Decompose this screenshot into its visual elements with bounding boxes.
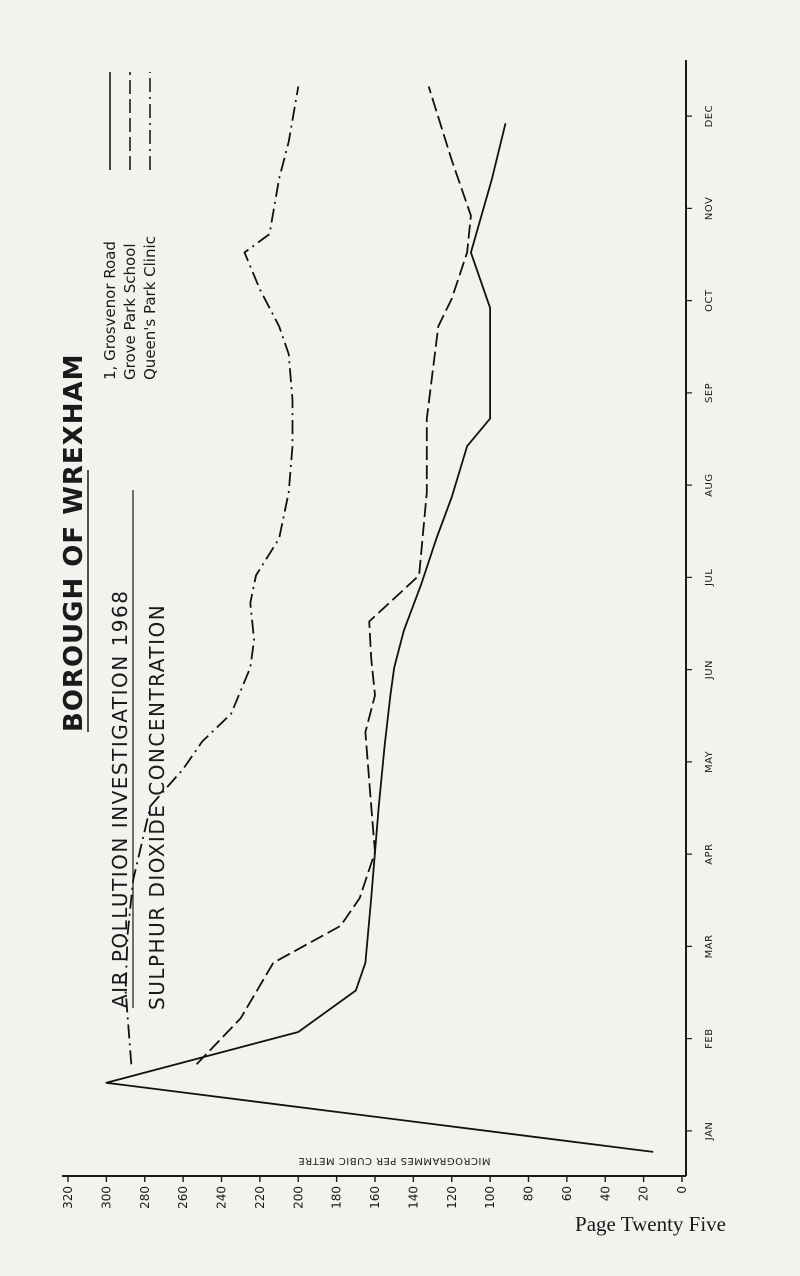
month-label-nov: NOV bbox=[704, 196, 715, 221]
legend-label-1: 1, Grosvenor Road bbox=[101, 241, 119, 380]
legend-label-2: Grove Park School bbox=[121, 243, 139, 380]
month-label-oct: OCT bbox=[704, 289, 715, 312]
value-tick-label: 140 bbox=[406, 1186, 421, 1209]
series-line-1 bbox=[106, 123, 653, 1152]
month-label-mar: MAR bbox=[704, 934, 715, 959]
series-line-2 bbox=[197, 87, 471, 1065]
value-tick-label: 260 bbox=[176, 1186, 191, 1209]
month-label-sep: SEP bbox=[704, 382, 715, 403]
value-tick-label: 20 bbox=[636, 1186, 651, 1202]
value-tick-label: 280 bbox=[137, 1186, 152, 1209]
month-label-apr: APR bbox=[704, 843, 715, 865]
month-label-jun: JUN bbox=[704, 660, 715, 680]
page-number-footer: Page Twenty Five bbox=[575, 1212, 726, 1236]
value-tick-label: 120 bbox=[444, 1186, 459, 1209]
value-tick-label: 300 bbox=[99, 1186, 114, 1209]
month-label-aug: AUG bbox=[704, 473, 715, 497]
value-tick-label: 180 bbox=[329, 1186, 344, 1209]
month-label-jan: JAN bbox=[704, 1121, 715, 1141]
value-tick-label: 240 bbox=[214, 1186, 229, 1209]
legend-label-3: Queen's Park Clinic bbox=[141, 236, 159, 380]
month-label-jul: JUL bbox=[704, 568, 715, 587]
value-tick-label: 200 bbox=[291, 1186, 306, 1209]
value-tick-label: 100 bbox=[483, 1186, 498, 1209]
chart-heading: SULPHUR DIOXIDE CONCENTRATION bbox=[145, 603, 169, 1010]
month-label-feb: FEB bbox=[704, 1028, 715, 1049]
month-label-may: MAY bbox=[704, 750, 715, 774]
month-label-dec: DEC bbox=[704, 104, 715, 128]
value-axis-label: MICROGRAMMES PER CUBIC METRE bbox=[297, 1155, 491, 1166]
value-tick-label: 160 bbox=[368, 1186, 382, 1209]
value-tick-label: 40 bbox=[598, 1186, 613, 1202]
chart-title: BOROUGH OF WREXHAM bbox=[59, 353, 89, 732]
value-tick-label: 0 bbox=[675, 1186, 689, 1194]
chart-subtitle: AIR POLLUTION INVESTIGATION 1968 bbox=[108, 589, 132, 1008]
value-tick-label: 320 bbox=[61, 1186, 75, 1209]
value-tick-label: 220 bbox=[252, 1186, 267, 1209]
value-tick-label: 60 bbox=[559, 1186, 574, 1202]
value-tick-label: 80 bbox=[521, 1186, 536, 1202]
